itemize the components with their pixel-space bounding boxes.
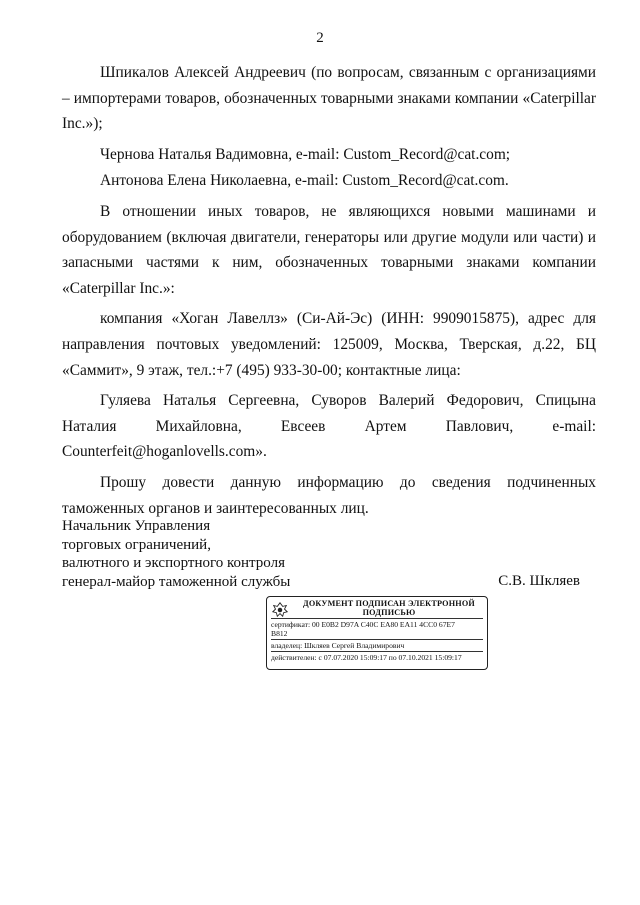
paragraph-contact-shpikalov: Шпикалов Алексей Андреевич (по вопросам, связанным с организациями – импортерами товаров, обозначенных товарными знаками компании «Caterpillar Inc.»); — [62, 64, 596, 133]
stamp-divider — [271, 639, 483, 640]
emblem-icon — [271, 601, 289, 619]
page-number: 2 — [316, 30, 324, 46]
letter-body — [62, 60, 596, 521]
signatory-title-line: Начальник Управления — [62, 518, 211, 534]
electronic-signature-stamp — [266, 596, 488, 670]
stamp-validity: действителен: с 07.07.2020 15:09:17 по 07.10.2021 15:09:17 — [271, 653, 462, 662]
paragraph-contact-persons: Гуляева Наталья Сергеевна, Суворов Валерий Федорович, Спицына Наталия Михайловна, Евсеев Артем Павлович, e-mail: Counterfeit@hoganlovells.com». — [62, 392, 596, 461]
stamp-divider — [271, 618, 483, 619]
paragraph-contact-chernova: Чернова Наталья Вадимовна, e-mail: Custom_Record@cat.com; — [100, 145, 511, 163]
paragraph-other-goods: В отношении иных товаров, не являющихся новыми машинами и оборудованием (включая двигатели, генераторы или другие модули или части) и запасными частями к ним, обозначенных товарными знаками компании «Caterpillar Inc.»: — [62, 202, 596, 297]
signatory-title-line: генерал-майор таможенной службы — [62, 573, 291, 590]
paragraph-request: Прошу довести данную информацию до сведения подчиненных таможенных органов и заинтересованных лиц. — [62, 473, 596, 517]
signatory-title-line: торговых ограничений, — [62, 536, 211, 553]
stamp-header-line: ПОДПИСЬЮ — [362, 608, 416, 617]
stamp-certificate-line: B812 — [271, 629, 288, 638]
paragraph-contact-antonova: Антонова Елена Николаевна, e-mail: Custom_Record@cat.com. — [100, 172, 509, 190]
signatory-title-line: валютного и экспортного контроля — [62, 555, 285, 571]
paragraph-company-address: компания «Хоган Лавеллз» (Си-Ай-Эс) (ИНН: 9909015875), адрес для направления почтовых уведомлений: 125009, Москва, Тверская, д.22, БЦ «Саммит», 9 этаж, тел.:+7 (495) 933-30-00; контактные лица: — [62, 310, 596, 379]
signature-block — [62, 517, 596, 591]
stamp-owner: владелец: Шкляев Сергей Владимирович — [271, 641, 405, 650]
stamp-certificate-line: сертификат: 00 E0B2 D97A C40C EA80 EA11 4CC0 67E7 — [271, 620, 455, 629]
signatory-name: С.В. Шкляев — [498, 573, 580, 589]
stamp-divider — [271, 651, 483, 652]
stamp-header-line: ДОКУМЕНТ ПОДПИСАН ЭЛЕКТРОННОЙ — [303, 599, 475, 608]
